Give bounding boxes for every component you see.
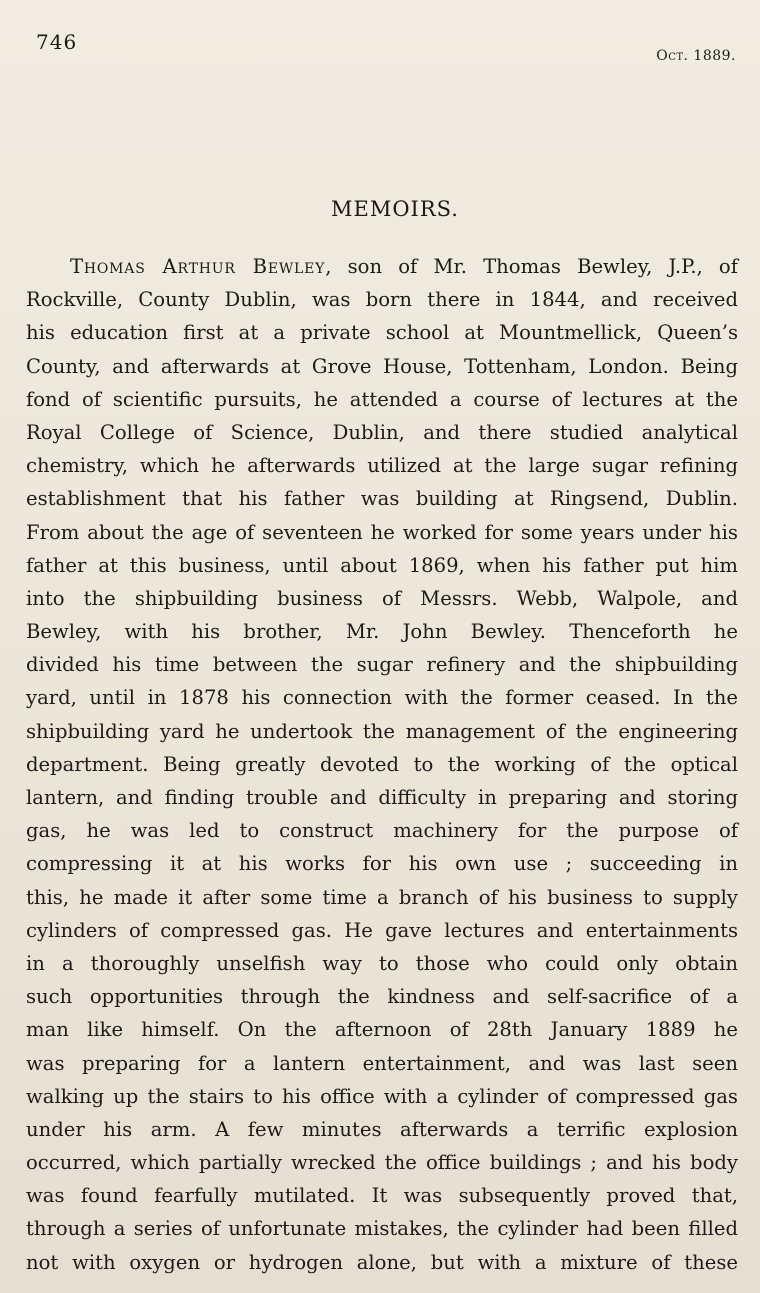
text-line: lantern, and finding trouble and difficulty in preparing and storing	[26, 786, 738, 809]
text-line: establishment that his father was building at Ringsend, Dublin.	[26, 487, 738, 511]
text-line: Royal College of Science, Dublin, and there studied analytical	[26, 420, 738, 444]
text-line: this, he made it after some time a branch of his business to supply	[26, 885, 738, 909]
text-line: father at this business, until about 1869, when his father put him	[26, 553, 738, 577]
page-number: 746	[36, 30, 78, 54]
text-line: Bewley, with his brother, Mr. John Bewley. Thenceforth he	[26, 620, 738, 644]
text-line: through a series of unfortunate mistakes, the cylinder had been filled	[26, 1217, 738, 1241]
section-title: MEMOIRS.	[331, 197, 459, 221]
running-header-date: Oct. 1889.	[656, 48, 736, 64]
text-line: man like himself. On the afternoon of 28th January 1889 he	[26, 1018, 738, 1042]
text-line: yard, until in 1878 his connection with the former ceased. In the	[26, 686, 738, 710]
text-line: was preparing for a lantern entertainment, and was last seen	[26, 1051, 738, 1075]
subject-name: Thomas Arthur Bewley	[70, 255, 326, 278]
text-line: Rockville, County Dublin, was born there in 1844, and received	[26, 288, 738, 312]
text-line: occurred, which partially wrecked the office buildings ; and his body	[26, 1151, 738, 1175]
text-line: cylinders of compressed gas. He gave lectures and entertainments	[26, 918, 738, 942]
text-line: under his arm. A few minutes afterwards a terrific explosion	[26, 1117, 738, 1141]
text-line: was found fearfully mutilated. It was subsequently proved that,	[26, 1184, 738, 1208]
text-line: in a thoroughly unselfish way to those who could only obtain	[26, 951, 738, 975]
text-line: department. Being greatly devoted to the working of the optical	[26, 752, 738, 776]
text-line: not with oxygen or hydrogen alone, but with a mixture of these	[26, 1250, 738, 1274]
text-line: into the shipbuilding business of Messrs. Webb, Walpole, and	[26, 586, 738, 610]
text-line: County, and afterwards at Grove House, Tottenham, London. Being	[26, 354, 738, 378]
text-line-content: , son of Mr. Thomas Bewley, J.P., of	[325, 255, 738, 278]
text-line: gas, he was led to construct machinery for the purpose of	[26, 819, 738, 843]
text-line: compressing it at his works for his own use ; succeeding in	[26, 852, 738, 876]
text-line	[26, 250, 738, 283]
text-line: divided his time between the sugar refinery and the shipbuilding	[26, 653, 738, 677]
text-line: walking up the stairs to his office with a cylinder of compressed gas	[26, 1084, 738, 1108]
text-line: such opportunities through the kindness and self-sacrifice of a	[26, 985, 738, 1009]
memoir-body	[26, 250, 738, 1279]
text-line: chemistry, which he afterwards utilized at the large sugar refining	[26, 454, 738, 478]
text-line: shipbuilding yard he undertook the management of the engineering	[26, 719, 738, 743]
text-line: his education first at a private school at Mountmellick, Queen’s	[26, 321, 738, 345]
text-line: fond of scientific pursuits, he attended a course of lectures at the	[26, 387, 738, 411]
text-line: From about the age of seventeen he worked for some years under his	[26, 520, 738, 544]
